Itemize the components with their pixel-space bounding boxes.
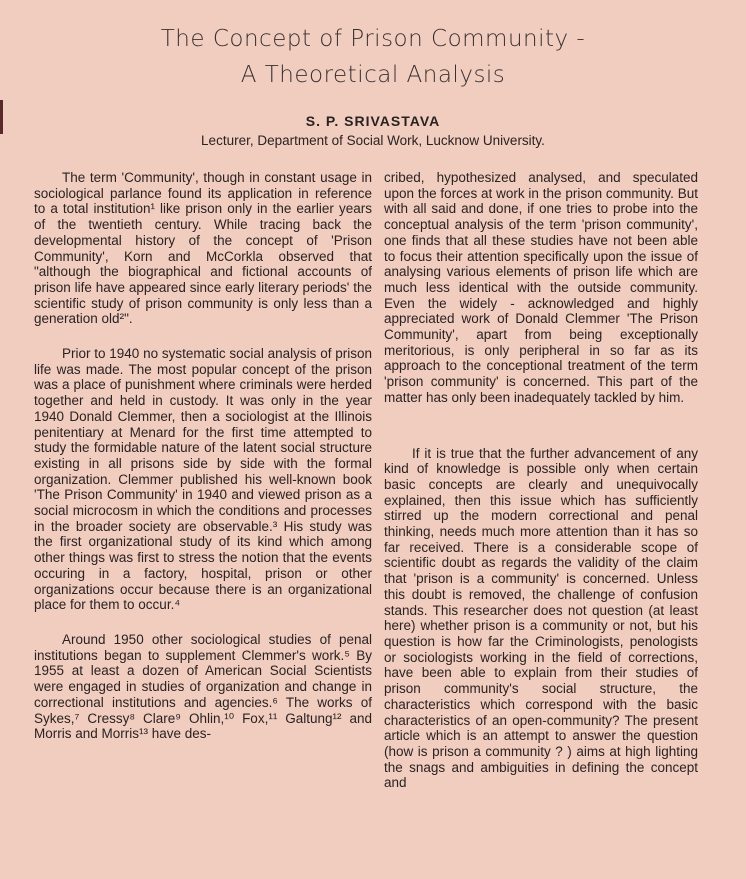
paragraph: If it is true that the further advancement of any kind of knowledge is possible only when certain basic concepts are clearly and unequivocally explained, then this issue which has sufficiently stirred up the modern correctional and penal thinking, needs much more attention than it has so far received. There is a considerable scope of scientific doubt as regards the validity of the claim that 'prison is a community' is concerned. Unless this doubt is removed, the challenge of confusion stands. This researcher does not question (at least here) whether prison is a community or not, but his question is how far the Criminologists, penologists or sociologists working in the field of corrections, have been able to explain from their studies of prison community's social structure, the characteristics which correspond with the basic characteristics of an open-community? The present article which is an attempt to answer the question (how is prison a community ? ) aims at high lighting the snags and ambiguities in defining the concept and (384, 445, 698, 791)
paragraph: Prior to 1940 no systematic social analysis of prison life was made. The most popular concept of the prison was a place of punishment where criminals were herded together and held in custody. It was only in the year 1940 Donald Clemmer, then a sociologist at the Illinois penitentiary at Menard for the first time attempted to study the formidable nature of the latent social structure existing in all prisons side by side with the formal organization. Clemmer published his well-known book 'The Prison Community' in 1940 and viewed prison as a social microcosm in which the conditions and processes in the broader society are observable.³ His study was the first organizational study of its kind which among other things was first to stress the notion that the events occuring in a factory, hospital, prison or other organizations occur because there is an organizational place for them to occur.⁴ (34, 346, 372, 613)
right-column (384, 170, 698, 791)
paragraph: Around 1950 other sociological studies of penal institutions began to supplement Clemmer's work.⁵ By 1955 at least a dozen of American Social Scientists were engaged in studies of organization and change in correctional institutions and agencies.⁶ The works of Sykes,⁷ Cressy⁸ Clare⁹ Ohlin,¹⁰ Fox,¹¹ Galtung¹² and Morris and Morris¹³ have des- (34, 631, 372, 742)
left-column (34, 170, 372, 742)
author-affiliation: Lecturer, Department of Social Work, Lucknow University. (201, 133, 545, 148)
title-line-1: The Concept of Prison Community - (160, 26, 586, 52)
author-name: S. P. SRIVASTAVA (305, 113, 441, 129)
title-line-2: A Theoretical Analysis (240, 62, 506, 88)
paragraph-continued: cribed, hypothesized analysed, and speculated upon the forces at work in the prison community. But with all said and done, if one tries to probe into the conceptual analysis of the term 'prison community', one finds that all these studies have not been able to focus their attention specifically upon the issue of analysing various elements of prison life which are much less identical with the outside community. Even the widely - acknowledged and highly appreciated work of Donald Clemmer 'The Prison Community', apart from being exceptionally meritorious, is only peripheral in so far as its approach to the conceptional treatment of the term 'prison community' is concerned. This part of the matter has only been inadequately tackled by him. (384, 170, 698, 405)
paragraph: The term 'Community', though in constant usage in sociological parlance found its application in reference to a total institution¹ like prison only in the earlier years of the twentieth century. While tracing back the developmental history of the concept of 'Prison Community', Korn and McCorkla observed that "although the biographical and fictional accounts of prison life have appeared since early literary periods' the scientific study of prison community is only less than a generation old²". (34, 170, 372, 327)
